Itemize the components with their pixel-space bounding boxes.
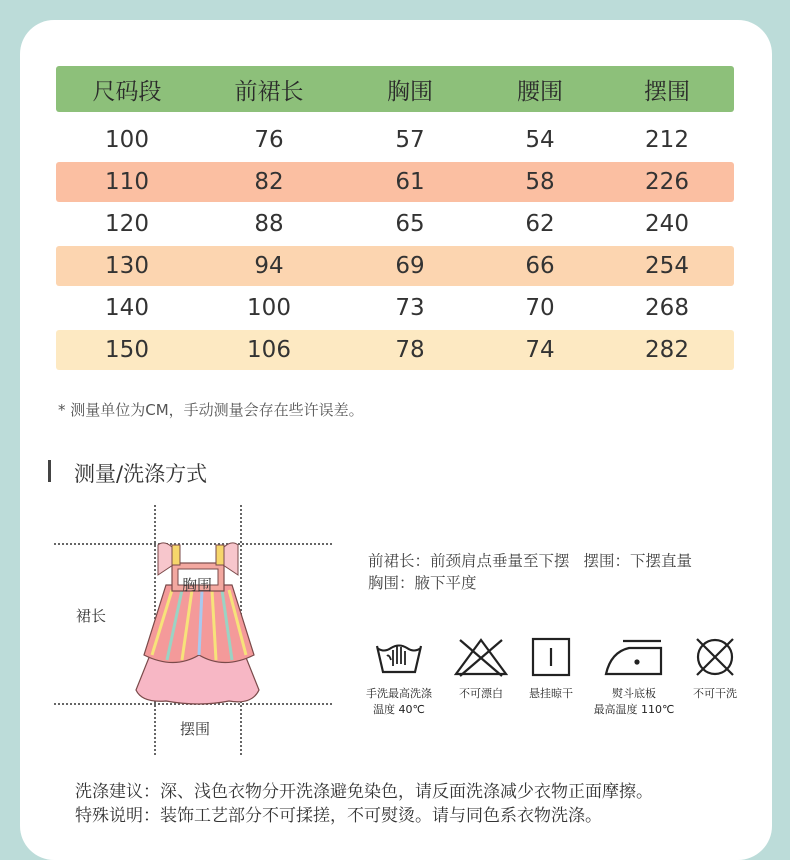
cell-waist: 62 [525, 211, 555, 237]
measure-description [368, 550, 706, 594]
cell-size: 140 [105, 295, 149, 321]
hand-wash-icon [374, 636, 424, 678]
cell-waist: 58 [525, 169, 555, 195]
cell-waist: 70 [525, 295, 555, 321]
cell-length: 76 [254, 127, 284, 153]
length-description: 前裙长：前颈肩点垂量至下摆 [368, 552, 570, 570]
length-label: 裙长 [76, 607, 107, 625]
cell-waist: 66 [525, 253, 555, 279]
care-no-dry-clean [684, 636, 746, 702]
measure-note: * 测量单位为CM，手动测量会存在些许误差。 [58, 401, 364, 419]
cell-size: 120 [105, 211, 149, 237]
cell-bust: 57 [395, 127, 425, 153]
hand-wash-label-line1: 手洗最高洗涤 [366, 687, 432, 700]
care-hang-dry [522, 636, 580, 702]
cell-bust: 69 [395, 253, 425, 279]
hang-dry-label: 悬挂晾干 [529, 687, 573, 700]
no-bleach-icon [454, 636, 508, 678]
hang-dry-icon [530, 636, 572, 678]
table-row [56, 120, 734, 160]
header-size: 尺码段 [92, 78, 162, 105]
no-dry-clean-icon [692, 636, 738, 678]
cell-length: 106 [247, 337, 291, 363]
wash-instructions [75, 780, 653, 828]
bust-label: 胸围 [182, 576, 213, 594]
care-no-bleach [448, 636, 514, 702]
care-iron [588, 636, 680, 718]
cell-size: 130 [105, 253, 149, 279]
table-header [56, 66, 734, 112]
cell-hem: 268 [645, 295, 689, 321]
no-bleach-label: 不可漂白 [459, 687, 503, 700]
bust-description: 胸围：腋下平度 [368, 574, 477, 592]
size-table [56, 66, 734, 372]
table-row [56, 330, 734, 370]
iron-label [588, 686, 680, 718]
cell-size: 100 [105, 127, 149, 153]
cell-hem: 282 [645, 337, 689, 363]
cell-hem: 212 [645, 127, 689, 153]
cell-bust: 65 [395, 211, 425, 237]
cell-bust: 61 [395, 169, 425, 195]
cell-length: 82 [254, 169, 284, 195]
section-bar [48, 460, 51, 482]
cell-bust: 78 [395, 337, 425, 363]
iron-label-line2: 最高温度 110℃ [593, 703, 675, 716]
cell-waist: 54 [525, 127, 555, 153]
hand-wash-label-line2: 温度 40℃ [373, 703, 425, 716]
header-hem: 摆围 [644, 78, 690, 105]
iron-icon [603, 636, 665, 678]
cell-hem: 226 [645, 169, 689, 195]
table-row [56, 246, 734, 286]
header-length: 前裙长 [234, 78, 304, 105]
hand-wash-label [357, 686, 441, 718]
cell-size: 150 [105, 337, 149, 363]
cell-hem: 240 [645, 211, 689, 237]
hem-label: 摆围 [180, 720, 211, 738]
special-note: 特殊说明：装饰工艺部分不可揉搓，不可熨烫。请与同色系衣物洗涤。 [75, 806, 602, 826]
header-bust: 胸围 [387, 78, 433, 105]
table-row [56, 204, 734, 244]
header-waist: 腰围 [517, 78, 563, 105]
dress-figure [54, 505, 334, 760]
care-hand-wash [357, 636, 441, 718]
cell-hem: 254 [645, 253, 689, 279]
wash-advice: 洗涤建议：深、浅色衣物分开洗涤避免染色，请反面洗涤减少衣物正面摩擦。 [75, 782, 653, 802]
table-row [56, 288, 734, 328]
cell-size: 110 [105, 169, 149, 195]
cell-length: 88 [254, 211, 284, 237]
section-title: 测量/洗涤方式 [74, 462, 208, 486]
no-dry-clean-label: 不可干洗 [693, 687, 737, 700]
cell-bust: 73 [395, 295, 425, 321]
table-row [56, 162, 734, 202]
cell-waist: 74 [525, 337, 555, 363]
hem-description: 摆围：下摆直量 [583, 552, 693, 570]
cell-length: 94 [254, 253, 284, 279]
iron-label-line1: 熨斗底板 [612, 687, 656, 700]
cell-length: 100 [247, 295, 291, 321]
